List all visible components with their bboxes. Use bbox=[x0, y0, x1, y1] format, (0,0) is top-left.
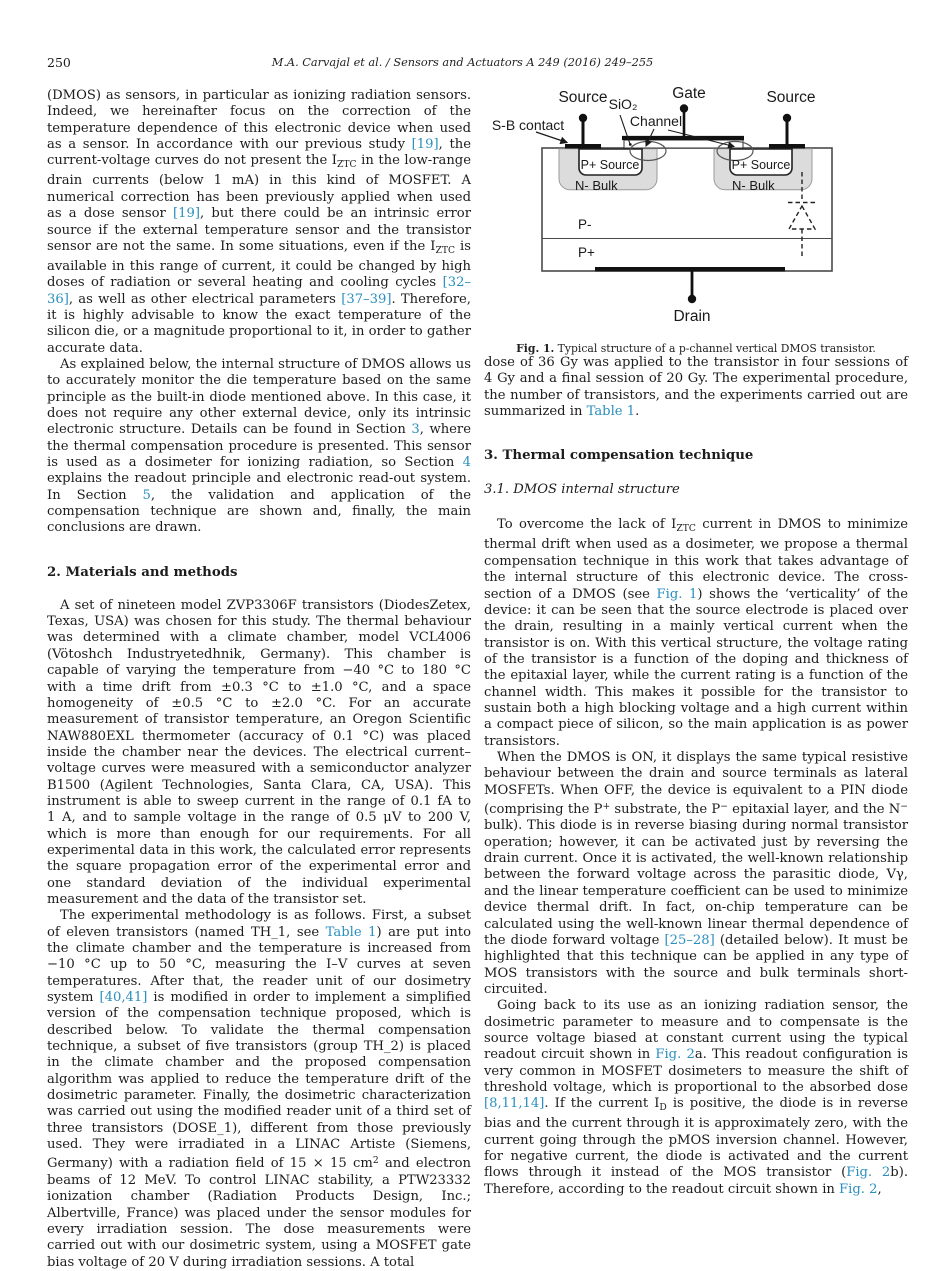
text-run: ) shows the ‘verticality’ of the device: it can be seen that the source electrode is placed over the drain, resulting in a mainly vertical current when the transistor is on. With this vertical structure, the voltage rating of the transistor is a function of the doping and thickness of the epitaxial layer, while the current rating is a function of the channel width. This makes it possible for the transistor to sustain both a high blocking voltage and a high current within a compact piece of silicon, so the main application is as power transistors. bbox=[484, 586, 909, 749]
n-bulk-right-label: N- Bulk bbox=[732, 178, 775, 193]
gate-terminal-dot bbox=[680, 104, 688, 112]
text-run: When the DMOS is ON, it displays the same typical resistive behaviour between the drain and source terminals as lateral MOSFETs. When OFF, the device is equivalent to a PIN diode (comprising the P bbox=[484, 749, 908, 818]
source-left-label: Source bbox=[558, 89, 608, 106]
figure-1-caption bbox=[484, 342, 908, 355]
text-run: As explained below, the internal structure of DMOS allows us to accurately monitor the die temperature based on the same principle as the built-in diode mentioned above. In this case, it does not require any other external device, only its intrinsic electronic structure. Details can be found in Section bbox=[47, 357, 471, 438]
sb-contact-arrow bbox=[536, 132, 567, 143]
left-column bbox=[47, 88, 471, 1271]
ref-link[interactable]: Table 1 bbox=[586, 404, 636, 420]
text-run: , the current-voltage curves do not present the I bbox=[47, 137, 471, 169]
ref-link[interactable]: Fig. 2 bbox=[846, 1165, 891, 1181]
text-run: ZTC bbox=[435, 244, 456, 256]
ref-link[interactable]: 5 bbox=[142, 487, 151, 503]
ref-link[interactable]: [32–36] bbox=[47, 275, 471, 307]
paragraph bbox=[47, 598, 471, 909]
p-plus-label: P+ bbox=[578, 245, 595, 260]
text-run: in the low-range drain currents (below 1 mA) in this kind of MOSFET. A numerical correction has been previously applied when used as a dose sensor bbox=[47, 153, 471, 222]
text-run: , the validation and application of the compensation technique are shown and, finally, the main conclusions are drawn. bbox=[47, 487, 471, 536]
sio2-pointer-dot bbox=[629, 143, 632, 146]
dmos-structure-diagram bbox=[484, 85, 908, 337]
text-run: Typical structure of a p-channel vertical DMOS transistor. bbox=[554, 342, 876, 355]
ref-link[interactable]: [19] bbox=[411, 137, 439, 153]
text-run: Going back to its use as an ionizing radiation sensor, the dosimetric parameter to measure and to compensate is the source voltage biased at constant current using the typical readout circuit shown in bbox=[484, 998, 908, 1063]
running-header: M.A. Carvajal et al. / Sensors and Actuators A 249 (2016) 249–255 bbox=[271, 56, 654, 69]
paragraph bbox=[484, 750, 908, 998]
paragraph bbox=[47, 908, 471, 1271]
ref-link[interactable]: Fig. 1 bbox=[656, 586, 698, 602]
paragraph bbox=[484, 998, 908, 1198]
text-run: , bbox=[877, 1181, 882, 1197]
paragraph bbox=[47, 88, 471, 357]
text-run: is positive, the diode is in reverse bias and the current through it is approximately zero, with the current going through the pMOS inversion channel. However, for negative current, the diode is activated and the current flows through it instead of the MOS transistor ( bbox=[484, 1096, 908, 1181]
paragraph bbox=[484, 355, 908, 420]
text-run: Fig. 1. bbox=[516, 342, 555, 355]
text-run: and electron beams of 12 MeV. To control LINAC stability, a PTW23332 ionization chamber (Radiation Products Design, Inc.; Albertville, France) was placed under the sensor modules for every irradiation session. The dose measurements were carried out with our dosimetric system, using a MOSFET gate bias voltage of 20 V during irradiation sessions. A total bbox=[47, 1156, 471, 1270]
text-run: D bbox=[659, 1102, 667, 1114]
text-run: a. This readout configuration is very common in MOSFET dosimeters to measure the shift of threshold voltage, which is proportional to the absorbed dose bbox=[484, 1047, 909, 1095]
drain-dot bbox=[688, 295, 696, 303]
gate-label: Gate bbox=[672, 85, 706, 102]
ref-link[interactable]: 4 bbox=[462, 455, 471, 471]
text-run: A set of nineteen model ZVP3306F transistors (DiodesZetex, Texas, USA) was chosen for this study. The thermal behaviour was determined with a climate chamber, model VCL4006 (Vötoshch Industryetedhnik, Germany). This chamber is capable of varying the temperature from −40 °C to 180 °C with a time drift from ±0.3 °C to ±1.0 °C, and a space homogeneity of ±0.5 °C to ±2.0 °C. For an accurate measurement of transistor temperature, an Oregon Scientific NAW880EXL thermometer (accuracy of 0.1 °C) was placed inside the chamber near the devices. The electrical current–voltage curves were measured with a semiconductor analyzer B1500 (Agilent Technologies, Santa Clara, CA, USA). This instrument is able to sweep current in the range of 0.1 fA to 1 A, and to sample voltage in the range of 0.5 μV to 200 V, which is more than enough for our requirements. For all experimental data in this work, the calculated error represents the square propagation error of the experimental error and one standard deviation of the individual experimental measurement and the data of the transistor set. bbox=[47, 597, 471, 907]
n-bulk-left-label: N- Bulk bbox=[575, 178, 618, 193]
text-run: , as well as other electrical parameters bbox=[68, 291, 342, 307]
ref-link[interactable]: [8,11,14] bbox=[484, 1096, 545, 1112]
text-run: + bbox=[602, 800, 611, 812]
text-run: epitaxial layer, and the N bbox=[727, 802, 901, 818]
p-minus-label: P- bbox=[578, 217, 592, 232]
text-run: is available in this range of current, it could be changed by high doses of radiation or several heating and cooling cycles bbox=[47, 238, 471, 291]
text-run: current in DMOS to minimize thermal drift when used as a dosimeter, we propose a thermal compensation technique in this work that takes advantage of the internal structure of this electronic device. The cross-section of a DMOS (see bbox=[484, 517, 908, 602]
ref-link[interactable]: [37–39] bbox=[341, 291, 392, 307]
text-run: , where the thermal compensation procedure is presented. This sensor is used as a dosimeter for ionizing radiation, so Section bbox=[47, 422, 471, 471]
text-run: ZTC bbox=[676, 523, 696, 535]
source-right-label: Source bbox=[766, 89, 816, 106]
right-column bbox=[484, 85, 908, 1198]
ref-link[interactable]: [25–28] bbox=[664, 932, 715, 948]
text-run: ) are put into the climate chamber and the temperature is increased from −10 °C up to 50 °C, measuring the I–V curves at seven temperatures. After that, the reader unit of our dosimetry system bbox=[47, 924, 471, 1006]
text-run: b). Therefore, according to the readout circuit shown in bbox=[484, 1165, 908, 1197]
text-run: (DMOS) as sensors, in particular as ionizing radiation sensors. Indeed, we hereinafter focus on the correction of the temperature dependence of this electronic device when used as a sensor. In accordance with our previous study bbox=[47, 88, 471, 153]
sb-contact-label: S-B contact bbox=[491, 117, 565, 133]
sio2-label: SiO₂ bbox=[608, 96, 638, 112]
paragraph bbox=[47, 357, 471, 537]
paragraph bbox=[484, 517, 908, 750]
figure-1 bbox=[484, 85, 908, 355]
text-run: . If the current I bbox=[544, 1096, 660, 1112]
ref-link[interactable]: [40,41] bbox=[99, 990, 148, 1006]
text-run: (detailed below). It must be highlighted that this technique can be applied in any type of MOS transistors with the source and bulk terminals short-circuited. bbox=[484, 932, 908, 997]
p-source-left-label: P+ Source bbox=[580, 158, 640, 172]
text-run: is modified in order to implement a simplified version of the compensation technique proposed, which is described below. To validate the thermal compensation technique, a subset of five transistors (group TH_2) is placed in the climate chamber and the proposed compensation algorithm was applied to reduce the temperature drift of the dosimetric parameter. Finally, the dosimetric characterization was carried out using the modified reader unit of a third set of three transistors (DOSE_1), different from those previously used. They were irradiated in a LINAC Artiste (Siemens, Germany) with a radiation field of 15 × 15 cm bbox=[47, 990, 472, 1172]
text-run: substrate, the P bbox=[610, 802, 721, 818]
text-run: − bbox=[720, 800, 728, 812]
text-run: bulk). This diode is in reverse biasing during normal transistor operation; however, it can be activated just by reversing the drain current. Once it is activated, the well-known relationship between the forward voltage across the parasitic diode, Vγ, and the linear temperature coefficient can be used to minimize device thermal drift. In fact, on-chip temperature can be calculated using the well-known linear thermal dependence of the diode forward voltage bbox=[484, 818, 908, 948]
ref-link[interactable]: [19] bbox=[173, 206, 201, 222]
text-run: − bbox=[900, 800, 908, 812]
section-heading-thermal-compensation: 3. Thermal compensation technique bbox=[484, 448, 754, 464]
source-left-dot bbox=[579, 114, 587, 122]
text-run: dose of 36 Gy was applied to the transistor in four sessions of 4 Gy and a final session of 20 Gy. The experimental procedure, the number of transistors, and the experiments carried out are summarized in bbox=[484, 355, 908, 420]
text-run: ZTC bbox=[337, 159, 357, 171]
ref-link[interactable]: 3 bbox=[411, 422, 420, 438]
ref-link[interactable]: Table 1 bbox=[325, 924, 377, 940]
page-number: 250 bbox=[47, 55, 71, 70]
subsection-heading-dmos-internal-structure: 3.1. DMOS internal structure bbox=[484, 482, 680, 498]
source-right-dot bbox=[783, 114, 791, 122]
text-run: . bbox=[635, 404, 640, 420]
p-source-right-label: P+ Source bbox=[731, 158, 791, 172]
text-run: , but there could be an intrinsic error source if the external temperature sensor and the transistor sensor are not the same. In some situations, even if the I bbox=[47, 206, 471, 254]
channel-label: Channel bbox=[629, 113, 683, 129]
text-run: explains the readout principle and electronic read-out system. In Section bbox=[47, 471, 471, 503]
text-run: To overcome the lack of I bbox=[497, 517, 677, 533]
section-heading-materials-methods: 2. Materials and methods bbox=[47, 564, 238, 580]
ref-link[interactable]: Fig. 2 bbox=[655, 1047, 695, 1063]
text-run: . Therefore, it is highly advisable to know the exact temperature of the silicon die, or a magnitude proportional to it, in order to gather accurate data. bbox=[47, 291, 471, 356]
text-run: 2 bbox=[372, 1155, 379, 1167]
text-run: The experimental methodology is as follows. First, a subset of eleven transistors (named TH_1, see bbox=[47, 908, 471, 940]
drain-label: Drain bbox=[673, 308, 711, 325]
ref-link[interactable]: Fig. 2 bbox=[839, 1181, 878, 1197]
